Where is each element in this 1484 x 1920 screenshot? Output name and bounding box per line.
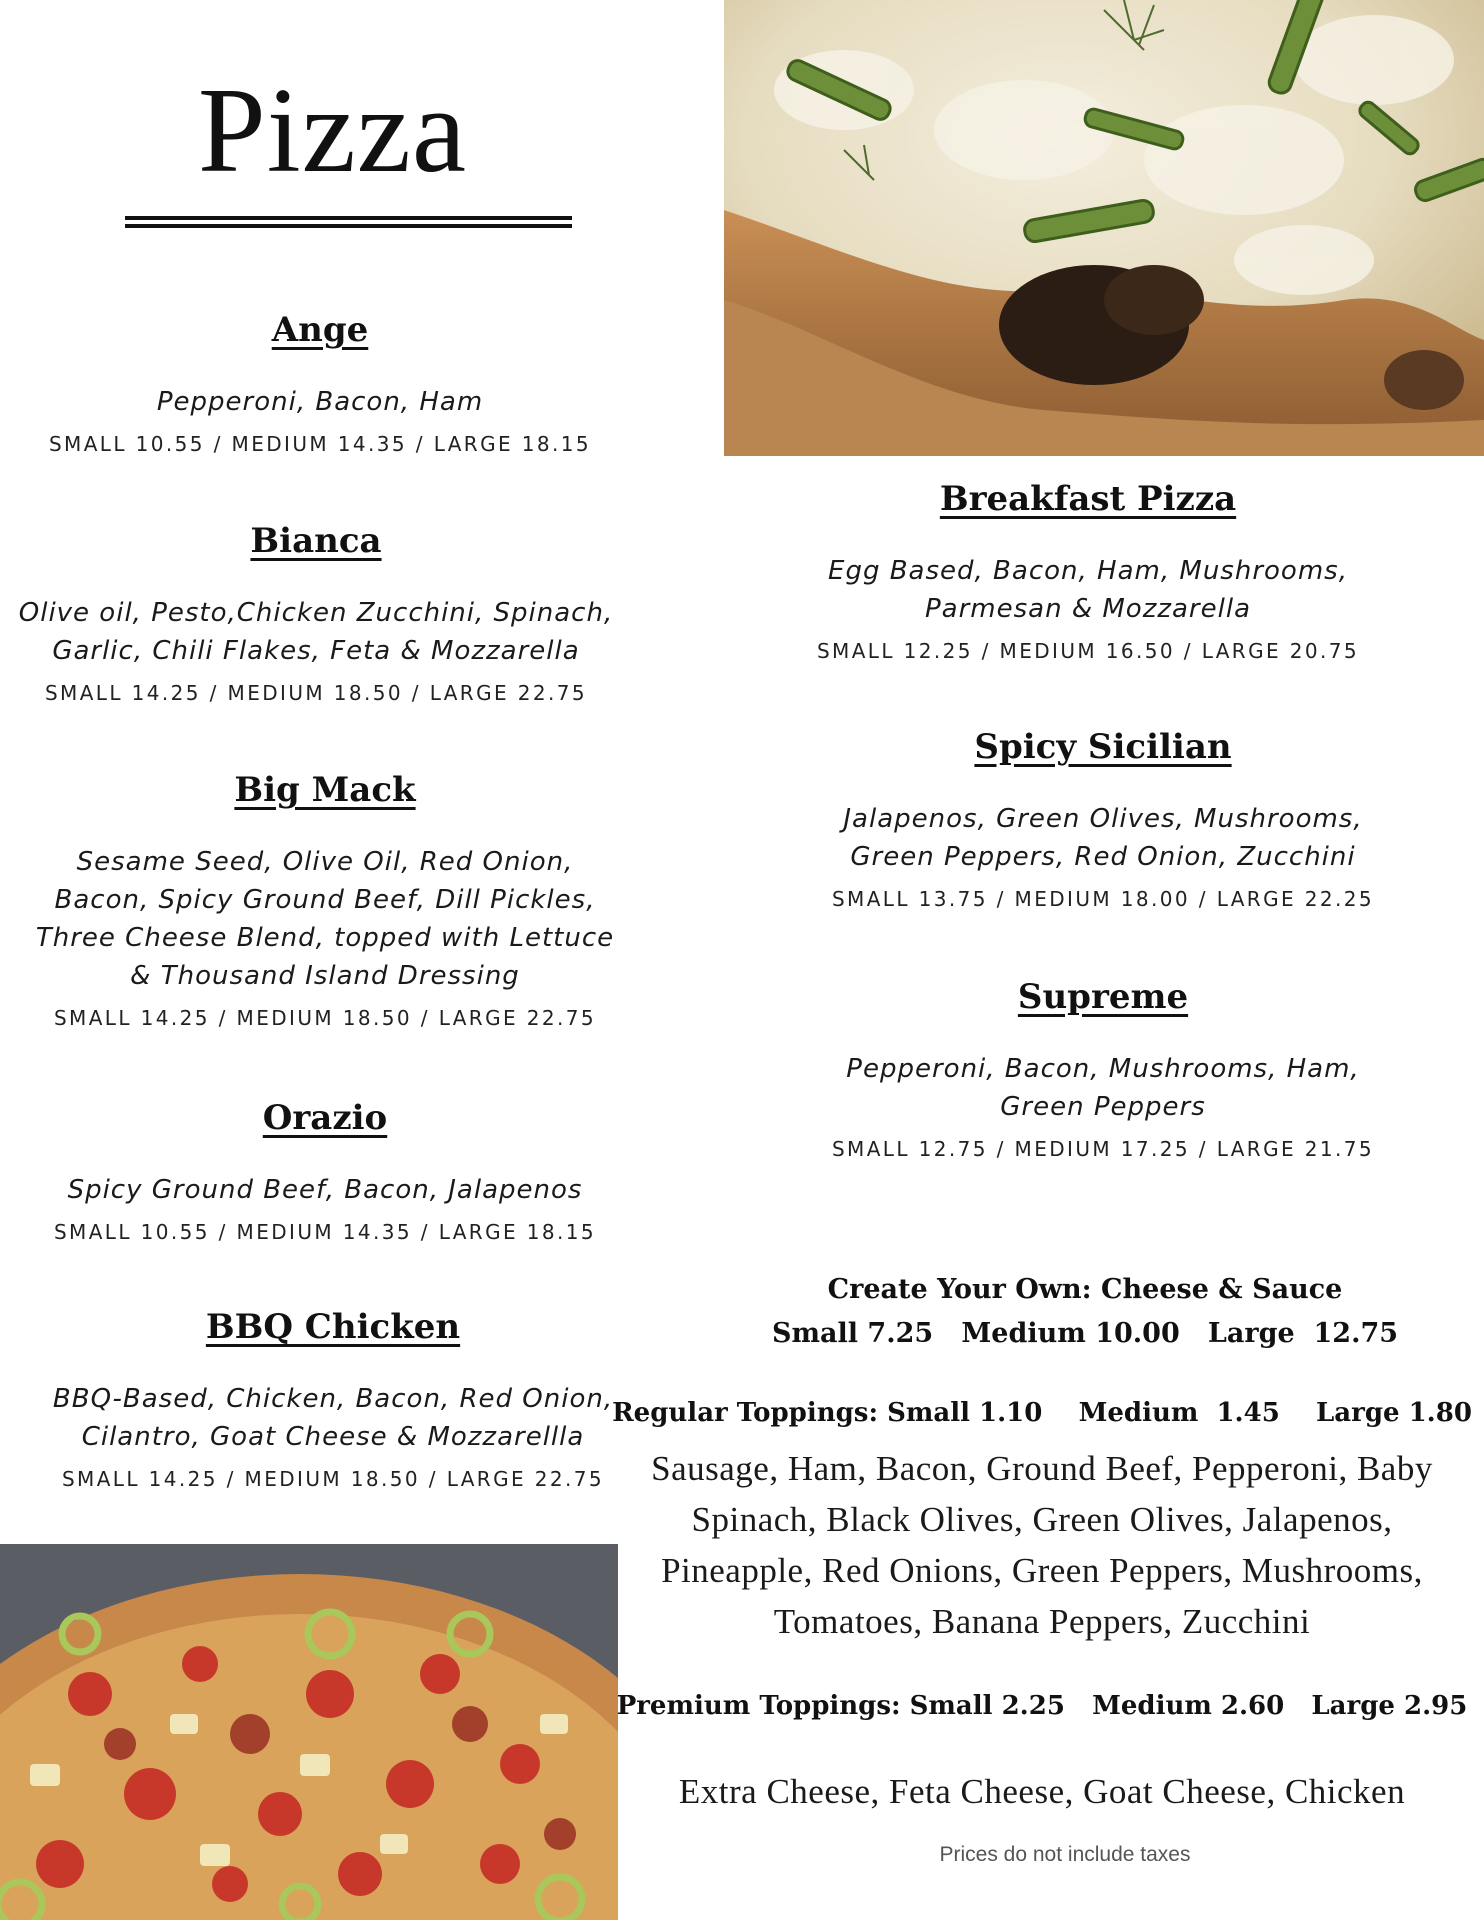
item-name: Bianca xyxy=(250,521,382,561)
item-description: Pepperoni, Bacon, Mushrooms, Ham, Green Peppers xyxy=(846,1054,1360,1123)
item-name: Spicy Sicilian xyxy=(974,727,1232,767)
menu-item-breakfast-pizza xyxy=(788,481,1388,664)
premium-toppings-section xyxy=(600,1684,1484,1817)
regular-toppings-list: Sausage, Ham, Bacon, Ground Beef, Pepperoni, Baby Spinach, Black Olives, Green Olives, Jalapenos, Pineapple, Red Onions, Green Peppers, Mushrooms, Tomatoes, Banana Peppers, Zucchini xyxy=(651,1449,1433,1641)
item-prices: SMALL 13.75 / MEDIUM 18.00 / LARGE 22.25 xyxy=(831,887,1375,912)
regular-toppings-section xyxy=(600,1391,1484,1647)
item-prices: SMALL 14.25 / MEDIUM 18.50 / LARGE 22.75 xyxy=(44,681,588,706)
item-description: Olive oil, Pesto,Chicken Zucchini, Spinach, Garlic, Chili Flakes, Feta & Mozzarella xyxy=(18,598,614,667)
item-prices: SMALL 14.25 / MEDIUM 18.50 / LARGE 22.75 xyxy=(61,1467,605,1492)
item-prices: SMALL 10.55 / MEDIUM 14.35 / LARGE 18.15 xyxy=(53,1220,597,1245)
item-description: Spicy Ground Beef, Bacon, Jalapenos xyxy=(67,1175,583,1206)
premium-toppings-list: Extra Cheese, Feta Cheese, Goat Cheese, Chicken xyxy=(678,1772,1406,1811)
create-your-own-prices: Small 7.25 Medium 10.00 Large 12.75 xyxy=(771,1318,1399,1349)
item-prices: SMALL 14.25 / MEDIUM 18.50 / LARGE 22.75 xyxy=(53,1006,597,1031)
item-description: Sesame Seed, Olive Oil, Red Onion, Bacon, Spicy Ground Beef, Dill Pickles, Three Cheese Blend, topped with Lettuce & Thousand Island Dressing xyxy=(35,847,615,992)
item-name: BBQ Chicken xyxy=(205,1307,461,1347)
regular-toppings-heading: Regular Toppings: Small 1.10 Medium 1.45 Large 1.80 xyxy=(612,1398,1472,1428)
item-description: Pepperoni, Bacon, Ham xyxy=(156,387,484,418)
menu-item-spicy-sicilian xyxy=(803,729,1403,912)
item-name: Big Mack xyxy=(234,770,416,810)
title-rule-bottom xyxy=(125,224,572,228)
pineapple-pepper-pizza-photo xyxy=(0,1544,618,1920)
menu-item-ange xyxy=(20,312,620,457)
item-name: Supreme xyxy=(1017,977,1189,1017)
white-asparagus-pizza-photo xyxy=(724,0,1484,456)
create-your-own-heading: Create Your Own: Cheese & Sauce xyxy=(827,1274,1343,1305)
item-prices: SMALL 10.55 / MEDIUM 14.35 / LARGE 18.15 xyxy=(48,432,592,457)
item-description: Jalapenos, Green Olives, Mushrooms, Green Peppers, Red Onion, Zucchini xyxy=(843,804,1363,873)
title-rule-top xyxy=(125,216,572,220)
menu-item-big-mack xyxy=(25,772,625,1031)
create-your-own-section xyxy=(760,1268,1410,1356)
menu-item-bbq-chicken xyxy=(33,1309,633,1492)
item-prices: SMALL 12.25 / MEDIUM 16.50 / LARGE 20.75 xyxy=(816,639,1360,664)
menu-item-bianca xyxy=(16,523,616,706)
item-name: Orazio xyxy=(262,1098,388,1138)
item-description: BBQ-Based, Chicken, Bacon, Red Onion, Cilantro, Goat Cheese & Mozzarellla xyxy=(52,1384,614,1453)
menu-item-supreme xyxy=(803,979,1403,1162)
item-description: Egg Based, Bacon, Ham, Mushrooms, Parmesan & Mozzarella xyxy=(828,556,1348,625)
tax-note: Prices do not include taxes xyxy=(939,1843,1191,1866)
menu-item-orazio xyxy=(25,1100,625,1245)
item-name: Ange xyxy=(271,310,369,350)
page-title: Pizza xyxy=(197,63,468,198)
item-name: Breakfast Pizza xyxy=(939,479,1237,519)
premium-toppings-heading: Premium Toppings: Small 2.25 Medium 2.60 Large 2.95 xyxy=(616,1691,1468,1721)
item-prices: SMALL 12.75 / MEDIUM 17.25 / LARGE 21.75 xyxy=(831,1137,1375,1162)
